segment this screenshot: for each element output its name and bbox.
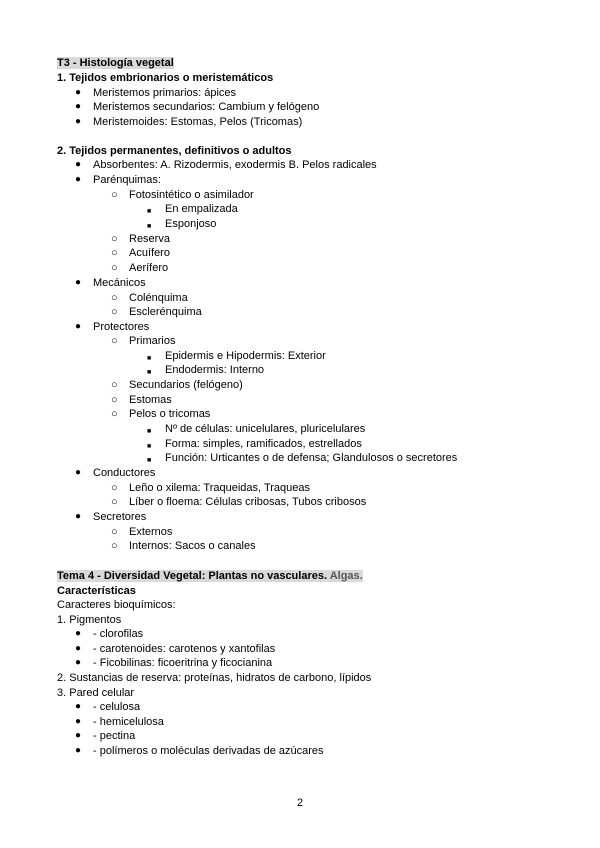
- section-2-title: 2. Tejidos permanentes, definitivos o adultos: [57, 145, 292, 157]
- sustancias-line: 2. Sustancias de reserva: proteínas, hidratos de carbono, lípidos: [57, 672, 372, 684]
- t4-title: Tema 4 - Diversidad Vegetal: Plantas no vasculares. Algas.: [57, 570, 363, 582]
- caracteristicas-heading: Características: [57, 585, 136, 597]
- pigmentos-line: 1. Pigmentos: [57, 614, 122, 626]
- page-number: 2: [296, 797, 304, 809]
- pared-line: 3. Pared celular: [57, 687, 135, 699]
- section-1-title: 1. Tejidos embrionarios o meristemáticos: [57, 72, 274, 84]
- bioquimicos-line: Caracteres bioquímicos:: [57, 599, 176, 611]
- t3-title: T3 - Histología vegetal: [57, 57, 174, 69]
